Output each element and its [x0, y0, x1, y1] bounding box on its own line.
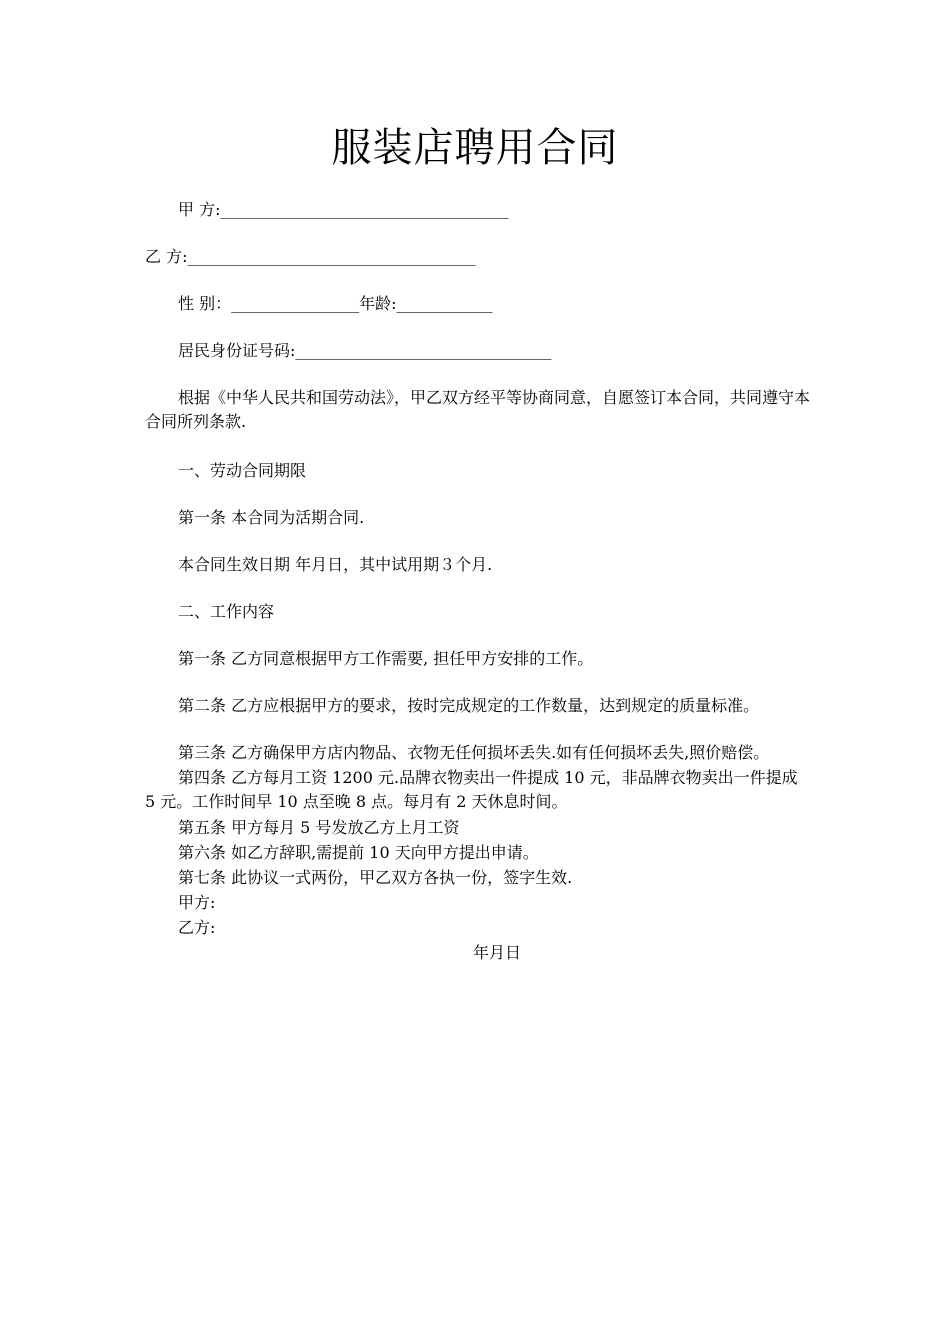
document-title: 服装店聘用合同: [331, 125, 619, 171]
article5: 第五条 甲方每月 5 号发放乙方上月工资: [178, 818, 460, 837]
section2-article2: 第二条 乙方应根据甲方的要求，按时完成规定的工作数量，达到规定的质量标准。: [178, 696, 760, 715]
preamble-paragraph: 根据《中华人民共和国劳动法》，甲乙双方经平等协商同意，自愿签订本合同，共同遵守本合同所列条款.: [145, 388, 811, 431]
article3: 第三条 乙方确保甲方店内物品、衣物无任何损坏丢失.如有任何损坏丢失,照价赔偿。: [178, 743, 770, 762]
section2-article1: 第一条 乙方同意根据甲方工作需要, 担任甲方安排的工作。: [178, 649, 594, 668]
section2-heading: 二、工作内容: [178, 602, 275, 621]
section1-heading: 一、劳动合同期限: [178, 461, 307, 480]
signature-party-a: 甲方:: [178, 893, 216, 912]
gender-age-field: 性 别：________________年龄:____________: [178, 294, 493, 313]
article7: 第七条 此协议一式两份，甲乙双方各执一份，签字生效.: [178, 868, 573, 887]
article4: 第四条 乙方每月工资 1200 元.品牌衣物卖出一件提成 10 元，非品牌衣物卖出一件提成 5 元。工作时间早 10 点至晚 8 点。每月有 2 天休息时间。: [145, 768, 798, 811]
party-b-field: 乙 方:____________________________________: [145, 247, 476, 266]
article6: 第六条 如乙方辞职,需提前 10 天向甲方提出申请。: [178, 843, 539, 862]
signature-date: 年月日: [472, 943, 521, 962]
id-number-field: 居民身份证号码:________________________________: [178, 341, 552, 360]
section1-article1: 第一条 本合同为活期合同.: [178, 508, 365, 527]
section1-effective-date: 本合同生效日期 年月日，其中试用期３个月.: [178, 555, 493, 574]
signature-party-b: 乙方:: [178, 918, 216, 937]
party-a-field: 甲 方:____________________________________: [178, 200, 509, 219]
